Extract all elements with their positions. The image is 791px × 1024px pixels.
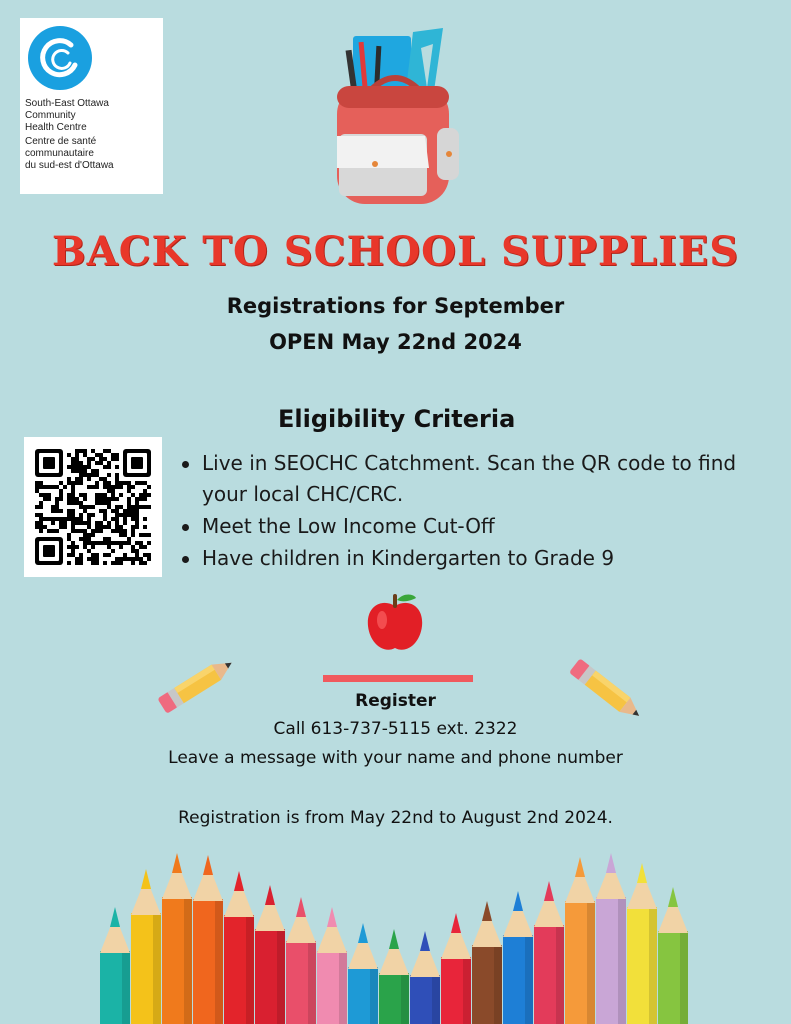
qr-code-image [24, 437, 162, 577]
divider-bar [323, 675, 473, 682]
poster-title: BACK TO SCHOOL SUPPLIES [51, 228, 740, 275]
logo-text-fr: Centre de santé communautaire du sud-est d'Ottawa [25, 136, 114, 171]
backpack-icon [325, 28, 465, 208]
message-line: Leave a message with your name and phone number [168, 748, 623, 768]
eligibility-heading: Eligibility Criteria [278, 405, 516, 433]
eligibility-list [180, 448, 770, 575]
criteria-item: Live in SEOCHC Catchment. Scan the QR code to find your local CHC/CRC. [180, 448, 770, 510]
register-heading: Register [355, 691, 436, 711]
registration-line-1: Registrations for September [226, 294, 565, 318]
phone-line: Call 613-737-5115 ext. 2322 [273, 719, 518, 739]
criteria-item: Have children in Kindergarten to Grade 9 [180, 543, 770, 574]
organization-logo [20, 18, 163, 194]
registration-period: Registration is from May 22nd to August 2nd 2024. [178, 808, 613, 828]
logo-mark-icon [25, 23, 95, 93]
registration-line-2: OPEN May 22nd 2024 [269, 330, 522, 354]
pencil-icon [560, 650, 652, 730]
logo-text-en: South-East Ottawa Community Health Centre [25, 98, 109, 133]
criteria-item: Meet the Low Income Cut-Off [180, 511, 770, 542]
apple-icon [362, 590, 428, 656]
colored-pencils [0, 845, 791, 1024]
qr-code [24, 437, 162, 577]
